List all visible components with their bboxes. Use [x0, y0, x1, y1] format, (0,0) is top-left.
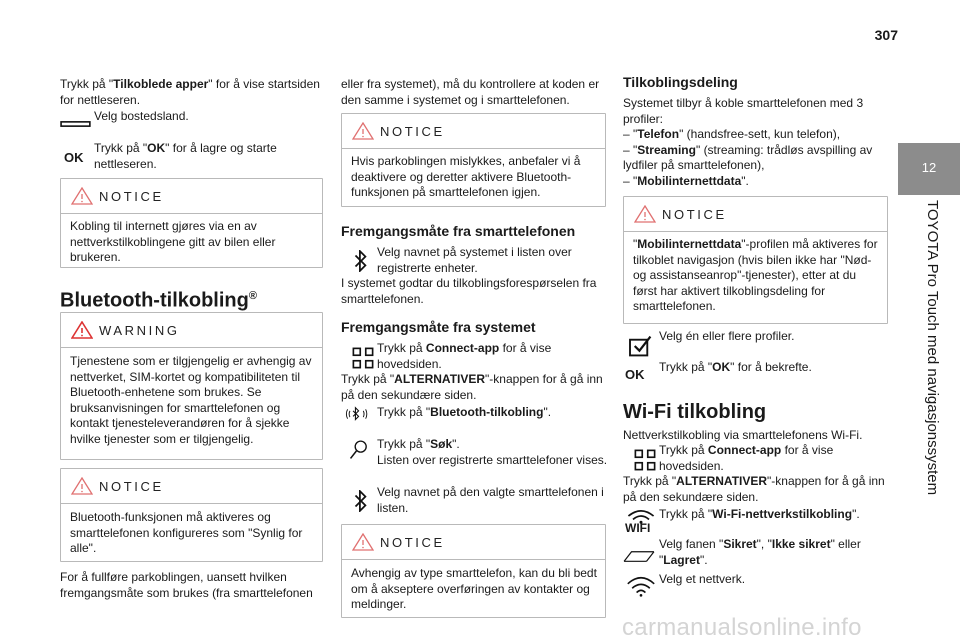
col2-cont: eller fra systemet), må du kontrollere at koden er den samme i systemet og i smarttelefonen. — [341, 77, 600, 107]
heading-sharing: Tilkoblingsdeling — [623, 74, 738, 90]
wifi-step3 — [623, 505, 893, 539]
warning-triangle-icon — [352, 122, 374, 140]
notice-label: NOTICE — [380, 124, 445, 139]
bluetooth-icon — [345, 490, 377, 512]
col1-intro: Trykk på "Tilkoblede apper" for å vise startsiden for nettleseren. — [60, 77, 320, 107]
warning-triangle-icon — [634, 205, 656, 223]
wifi-step1 — [623, 443, 893, 475]
page-number: 307 — [874, 27, 898, 43]
checkbox-icon — [625, 335, 657, 357]
notice-text: Hvis parkoblingen mislykkes, anbefaler vi å deaktivere og deretter aktivere Bluetooth-funksjonen på smarttelefonen igjen. — [351, 154, 581, 199]
notice-label: NOTICE — [380, 535, 445, 550]
wifi-step4 — [623, 537, 893, 569]
notice-text: Avhengig av type smarttelefon, kan du bli bedt om å akseptere overføringen av kontakter og meldinger. — [351, 566, 597, 611]
sys-step5 — [341, 485, 611, 517]
notice-label: NOTICE — [99, 189, 164, 204]
bluetooth-signal-icon — [341, 403, 373, 425]
sys-step3 — [341, 403, 611, 433]
warning-text: Tjenestene som er tilgjengelig er avhengig av nettverket, SIM-kortet og kompatibiliteten til Bluetooth-enhetene som brukes. Se bruksanvisningen for smarttelefonen og kontakt tjenesteleverandøren for å sjekke hvilke tjenester som er tilgjengelig. — [70, 354, 312, 446]
chapter-number: 12 — [921, 160, 937, 175]
phone-step-text: Velg navnet på systemet i listen over registrerte enheter. — [377, 245, 572, 275]
sys-step5-text: Velg navnet på den valgte smarttelefonen i listen. — [377, 485, 604, 515]
wifi-icon — [625, 575, 657, 597]
flag-icon — [60, 113, 92, 135]
watermark: carmanualsonline.info — [622, 614, 862, 641]
warning-triangle-icon — [71, 321, 93, 339]
bluetooth-icon — [345, 250, 377, 272]
sys-step4-text: Trykk på "Søk". Listen over registrerte smarttelefoner vises. — [377, 437, 608, 467]
step-profiles — [623, 329, 893, 355]
step-country-text: Velg bostedsland. — [94, 109, 189, 123]
col1-outro: For å fullføre parkoblingen, uansett hvilken fremgangsmåte som brukes (fra smarttelefonen — [60, 570, 313, 600]
sys-step4 — [341, 437, 611, 469]
heading-from-system: Fremgangsmåte fra systemet — [341, 319, 536, 335]
apps-grid-icon — [347, 347, 379, 369]
notice-text: "Mobilinternettdata"-profilen må aktiveres for tilkoblet navigasjon (hvis bilen ikke har "Nød- og assistanseanrop"-tjenester), etter at du først har aktivert tilkoblingsdeling for smarttelefonen. — [633, 237, 878, 313]
sys-step2: Trykk på "ALTERNATIVER"-knappen for å gå inn på den sekundære siden. — [341, 372, 603, 402]
notice-label: NOTICE — [662, 207, 727, 222]
chapter-title-text: TOYOTA Pro Touch med navigasjonssystem — [924, 200, 941, 496]
ok-icon: OK — [625, 367, 645, 382]
notice-mobile-data — [623, 196, 888, 324]
notice-contacts — [341, 524, 606, 618]
step-save-ok — [60, 141, 330, 173]
wifi-step1-text: Trykk på Connect-app for å vise hovedsiden. — [659, 443, 834, 473]
sys-step1 — [341, 341, 611, 373]
wifi-intro: Nettverkstilkobling via smarttelefonens Wi-Fi. — [623, 428, 863, 442]
warning-triangle-icon — [71, 187, 93, 205]
step-confirm-ok — [623, 360, 893, 386]
heading-wifi: Wi-Fi tilkobling — [623, 401, 767, 423]
step-country — [60, 109, 330, 129]
step-confirm-ok-text: Trykk på "OK" for å bekrefte. — [659, 360, 812, 374]
step-save-ok-text: Trykk på "OK" for å lagre og starte nettleseren. — [94, 141, 277, 171]
tabs-icon — [623, 545, 655, 567]
chapter-title — [899, 200, 959, 600]
heading-from-phone: Fremgangsmåte fra smarttelefonen — [341, 223, 576, 239]
wifi-step2: Trykk på "ALTERNATIVER"-knappen for å gå inn på den sekundære siden. — [623, 474, 885, 504]
phone-step — [341, 245, 611, 277]
phone-accept: I systemet godtar du tilkoblingsforespørselen fra smarttelefonen. — [341, 276, 597, 306]
ok-icon: OK — [64, 150, 84, 165]
warning-triangle-icon — [352, 533, 374, 551]
notice-label: NOTICE — [99, 479, 164, 494]
notice-internet — [60, 178, 323, 268]
apps-grid-icon — [629, 449, 661, 471]
notice-bluetooth — [60, 468, 323, 562]
notice-text: Kobling til internett gjøres via en av nettverkstilkoblingene gitt av bilen eller brukeren. — [70, 219, 276, 264]
step-profiles-text: Velg én eller flere profiler. — [659, 329, 795, 343]
wifi-label-icon: WIFI — [625, 521, 651, 535]
search-icon — [343, 439, 375, 461]
warning-box — [60, 312, 323, 460]
notice-text: Bluetooth-funksjonen må aktiveres og smarttelefonen konfigureres som "Synlig for alle". — [70, 510, 303, 555]
warning-triangle-icon — [71, 477, 93, 495]
notice-pairing-fail — [341, 113, 606, 207]
wifi-step5 — [623, 572, 893, 600]
warning-label: WARNING — [99, 323, 180, 338]
heading-bluetooth: Bluetooth-tilkobling® — [60, 289, 257, 312]
wifi-step4-text: Velg fanen "Sikret", "Ikke sikret" eller "Lagret". — [659, 537, 861, 567]
sharing-block: Systemet tilbyr å koble smarttelefonen med 3 profiler: – "Telefon" (handsfree-sett, kun telefon), – "Streaming" (streaming: trådløs avspilling av lydfiler på smarttelefonen), – "Mobilinternettdata". — [623, 96, 873, 188]
wifi-step5-text: Velg et nettverk. — [659, 572, 746, 586]
wifi-step3-text: Trykk på "Wi-Fi-nettverkstilkobling". — [659, 507, 860, 521]
sys-step3-text: Trykk på "Bluetooth-tilkobling". — [377, 405, 552, 419]
sys-step1-text: Trykk på Connect-app for å vise hovedsiden. — [377, 341, 552, 371]
chapter-tab[interactable] — [898, 143, 960, 195]
